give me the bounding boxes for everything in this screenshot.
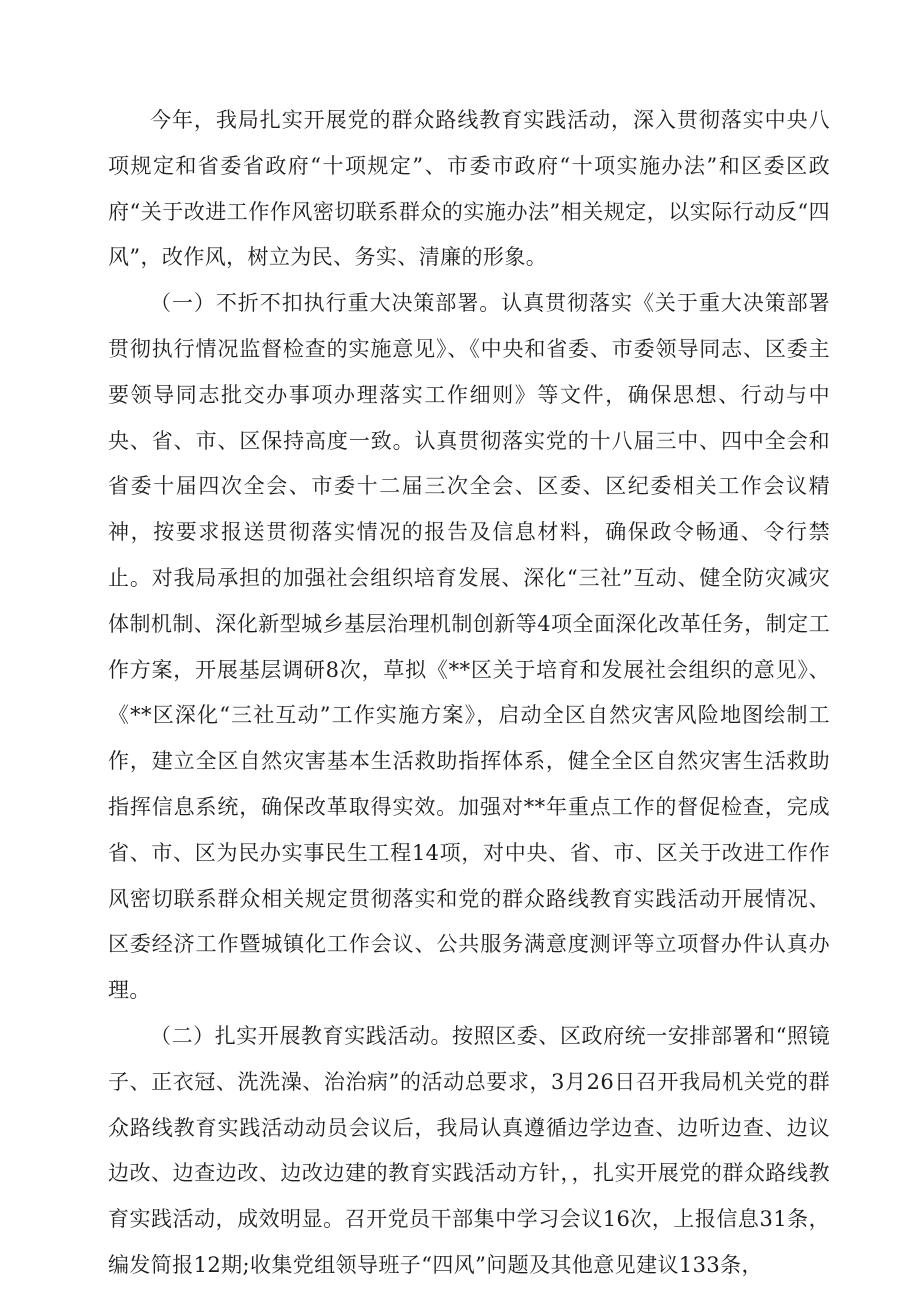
document-body xyxy=(108,98,830,1289)
paragraph-section-2: （二）扎实开展教育实践活动。按照区委、区政府统一安排部署和“照镜子、正衣冠、洗洗澡、治治病”的活动总要求，3月26日召开我局机关党的群众路线教育实践活动动员会议后，我局认真遵循边学边查、边听边查、边议边改、边查边改、边改边建的教育实践活动方针，，扎实开展党的群众路线教育实践活动，成效明显。召开党员干部集中学习会议16次，上报信息31条，编发简报12期;收集党组领导班子“四风”问题及其他意见建议133条， xyxy=(108,1023,830,1277)
paragraph-intro: 今年，我局扎实开展党的群众路线教育实践活动，深入贯彻落实中央八项规定和省委省政府“十项规定”、市委市政府“十项实施办法”和区委区政府“关于改进工作作风密切联系群众的实施办法”相关规定，以实际行动反“四风”，改作风，树立为民、务实、清廉的形象。 xyxy=(108,108,830,270)
paragraph-section-1: （一）不折不扣执行重大决策部署。认真贯彻落实《关于重大决策部署贯彻执行情况监督检查的实施意见》、《中央和省委、市委领导同志、区委主要领导同志批交办事项办理落实工作细则》等文件，确保思想、行动与中央、省、市、区保持高度一致。认真贯彻落实党的十八届三中、四中全会和省委十届四次全会、市委十二届三次全会、区委、区纪委相关工作会议精神，按要求报送贯彻落实情况的报告及信息材料，确保政令畅通、令行禁止。对我局承担的加强社会组织培育发展、深化“三社”互动、健全防灾减灾体制机制、深化新型城乡基层治理机制创新等4项全面深化改革任务，制定工作方案，开展基层调研8次，草拟《**区关于培育和发展社会组织的意见》、《**区深化“三社互动”工作实施方案》，启动全区自然灾害风险地图绘制工作，建立全区自然灾害基本生活救助指挥体系，健全全区自然灾害生活救助指挥信息系统，确保改革取得实效。加强对**年重点工作的督促检查，完成省、市、区为民办实事民生工程14项，对中央、省、市、区关于改进工作作风密切联系群众相关规定贯彻落实和党的群众路线教育实践活动开展情况、区委经济工作暨城镇化工作会议、公共服务满意度测评等立项督办件认真办理。 xyxy=(108,291,830,1003)
